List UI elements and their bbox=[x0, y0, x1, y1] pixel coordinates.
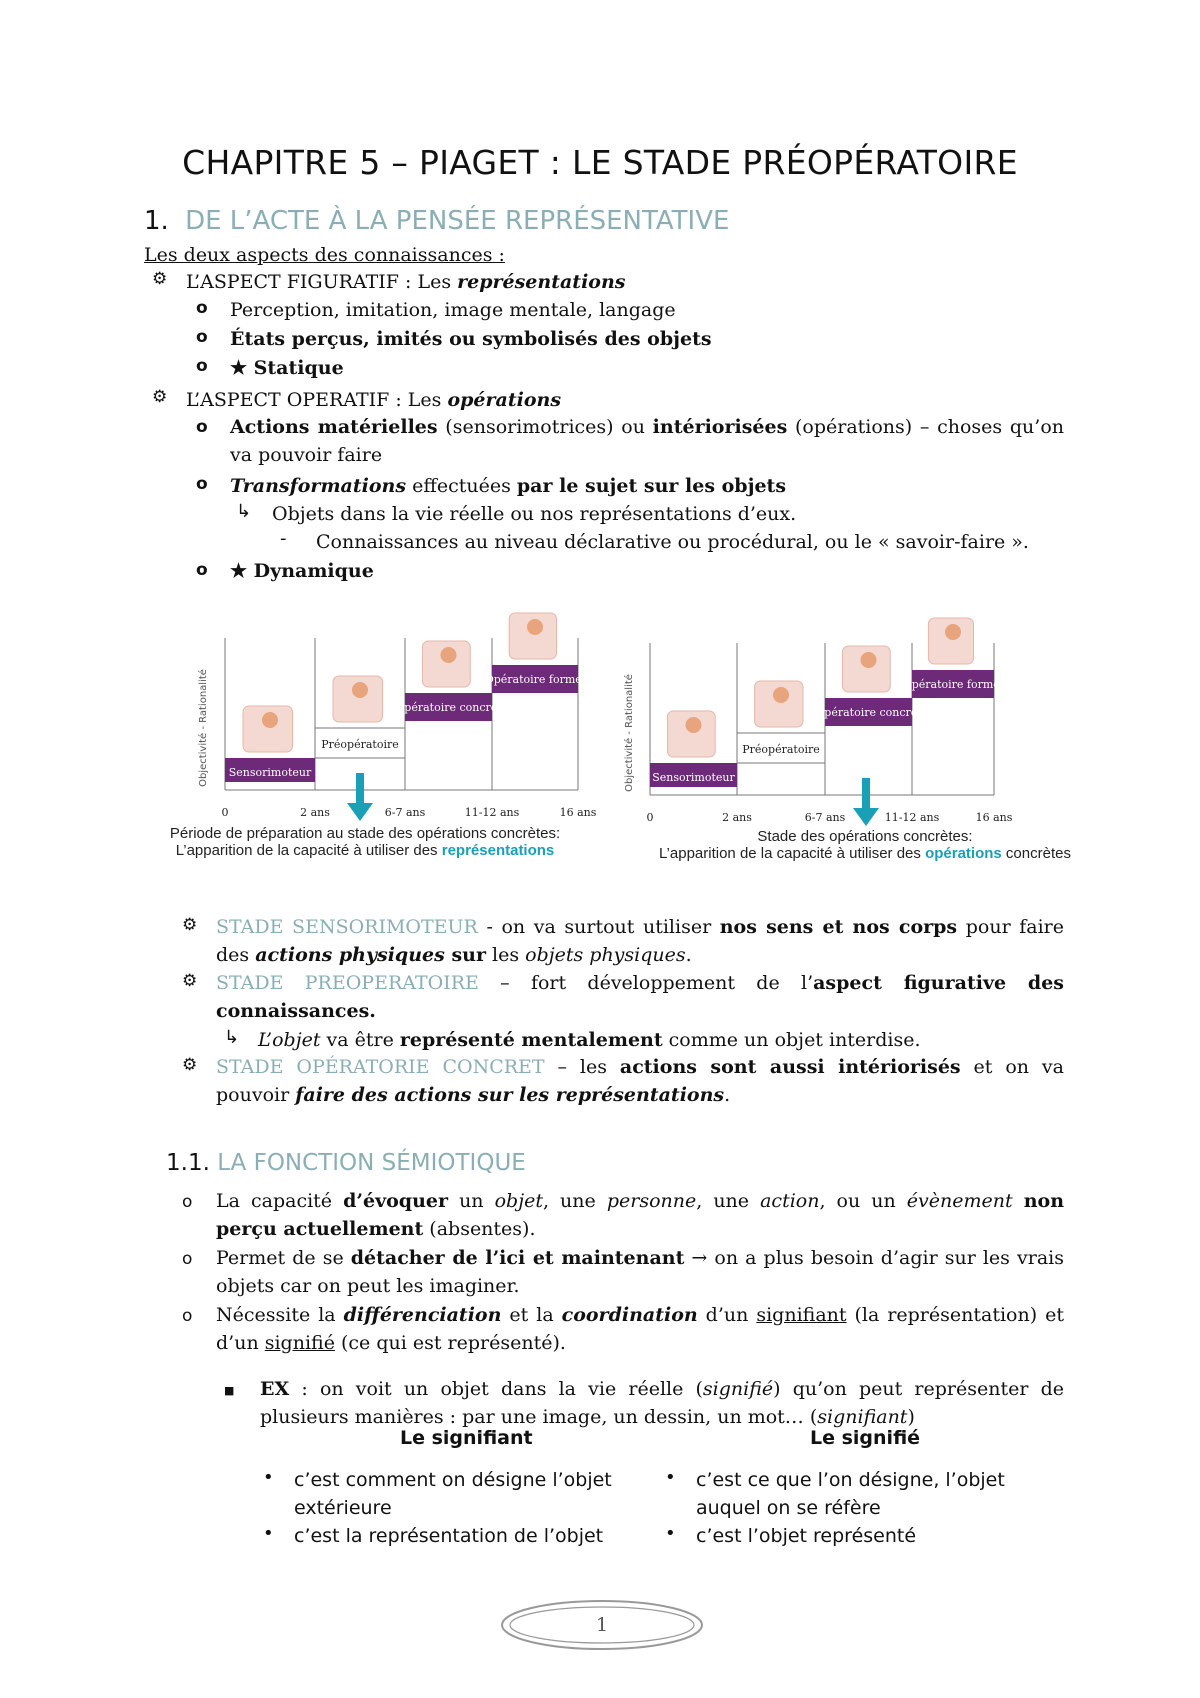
semio-p3-text-4: (la représentation) et d’un bbox=[216, 1304, 1064, 1354]
figure-left-caption bbox=[130, 825, 600, 859]
figure-left-caption-text: L’apparition de la capacité à utiliser des bbox=[175, 842, 442, 859]
semio-p1-text-5: , ou un bbox=[819, 1190, 907, 1212]
aspect-figuratif-line bbox=[186, 268, 625, 296]
aspect-operatif-term: opérations bbox=[447, 389, 562, 411]
operatif-item-3 bbox=[230, 557, 374, 585]
dot-bullet-icon: • bbox=[263, 1467, 274, 1488]
circle-bullet-icon: o bbox=[196, 327, 208, 347]
aspect-operatif-label: L’ASPECT OPERATIF bbox=[186, 389, 390, 411]
operatif-item-1-bold-1: Actions matérielles bbox=[230, 416, 438, 438]
circle-bullet-icon: o bbox=[182, 1306, 193, 1326]
signifiant-item-1: c’est comment on désigne l’objet extérieure bbox=[294, 1469, 612, 1519]
stade-s2-text-1: – fort développement de l’ bbox=[478, 972, 814, 994]
semio-p1-text-3: , une bbox=[542, 1190, 607, 1212]
arrow-bullet-icon: ↳ bbox=[236, 501, 252, 522]
age-tick-label: 16 ans bbox=[975, 811, 1013, 824]
stade-s3-bold-italic: faire des actions sur les représentations bbox=[295, 1084, 725, 1106]
child-head-icon bbox=[945, 624, 961, 640]
stage-label: Préopératoire bbox=[742, 743, 820, 756]
semio-example-text-3: ) bbox=[907, 1406, 915, 1428]
page-title: CHAPITRE 5 – PIAGET : LE STADE PRÉOPÉRATOIRE bbox=[182, 143, 1018, 182]
stage-label: Opératoire concret bbox=[395, 701, 502, 714]
operatif-item-2-bold-italic: Transformations bbox=[230, 475, 407, 497]
aspect-operatif-sep: : Les bbox=[389, 389, 448, 411]
stade-s1-text-1: - on va surtout utiliser bbox=[477, 916, 720, 938]
stade-s2-sub-bold: représenté mentalement bbox=[399, 1029, 663, 1051]
signifie-heading: Le signifié bbox=[810, 1427, 921, 1449]
gear-bullet-icon: ⚙ bbox=[182, 971, 198, 991]
gear-bullet-icon: ⚙ bbox=[182, 1055, 198, 1075]
semio-example-text-1: : on voit un objet dans la vie réelle ( bbox=[289, 1378, 703, 1400]
semio-p3-underline-1: signifiant bbox=[756, 1304, 847, 1326]
semio-point-1 bbox=[216, 1187, 1064, 1243]
stade-s2-bold: aspect figurative des connaissances. bbox=[216, 972, 1065, 1022]
semio-p3-text-1: Nécessite la bbox=[216, 1304, 344, 1326]
semio-p1-text-4: , une bbox=[696, 1190, 761, 1212]
semio-p3-text-5: (ce qui est représenté). bbox=[334, 1332, 566, 1354]
stage-label: Opératoire concret bbox=[815, 706, 922, 719]
semio-example bbox=[260, 1375, 1064, 1431]
semio-p2-text-2: → on a plus besoin d’agir sur les vrais objets car on peut les imaginer. bbox=[216, 1247, 1064, 1297]
section-heading-1 bbox=[144, 206, 729, 236]
star-icon: ★ bbox=[230, 560, 248, 582]
figure-right-caption bbox=[640, 828, 1090, 862]
age-tick-label: 11-12 ans bbox=[884, 811, 940, 824]
stade-sensorimoteur bbox=[216, 913, 1064, 969]
figuratif-item-2: États perçus, imités ou symbolisés des objets bbox=[230, 328, 712, 350]
gear-bullet-icon: ⚙ bbox=[152, 387, 168, 407]
age-tick-label: 11-12 ans bbox=[464, 806, 520, 819]
semio-example-italic-1: signifié bbox=[702, 1378, 774, 1400]
figure-left-caption-highlight: représentations bbox=[441, 842, 555, 859]
down-arrow-head-icon bbox=[853, 808, 879, 826]
down-arrow-icon bbox=[356, 773, 364, 803]
circle-bullet-icon: o bbox=[182, 1192, 193, 1212]
semio-p1-italic-2: personne bbox=[606, 1190, 697, 1212]
aspect-operatif-line bbox=[186, 386, 561, 414]
stade-operatoire-concret-label: STADE OPÉRATORIE CONCRET bbox=[216, 1056, 545, 1078]
stade-s3-text-2: et on va pouvoir bbox=[216, 1056, 1064, 1106]
figure-left-caption-line-2 bbox=[130, 842, 600, 859]
semio-p2-text-1: Permet de se bbox=[216, 1247, 351, 1269]
stade-s1-text-2: pour faire des bbox=[216, 916, 1064, 966]
circle-bullet-icon: o bbox=[196, 356, 208, 376]
operatif-item-2-sub: Objets dans la vie réelle ou nos représentations d’eux. bbox=[272, 503, 797, 525]
aspect-figuratif-label: L’ASPECT FIGURATIF bbox=[186, 271, 399, 293]
semio-p3-underline-2: signifié bbox=[264, 1332, 335, 1354]
figure-right-caption-line-1: Stade des opérations concrètes: bbox=[757, 828, 973, 845]
stade-preoperatoire-label: STADE PREOPERATOIRE bbox=[216, 972, 479, 994]
circle-bullet-icon: o bbox=[196, 417, 208, 437]
stage-label: Préopératoire bbox=[321, 738, 399, 751]
semio-p1-text-7: (absentes). bbox=[423, 1218, 536, 1240]
child-head-icon bbox=[773, 687, 789, 703]
semio-p1-text-2: un bbox=[448, 1190, 495, 1212]
operatif-item-1-text-2: (opérations) – choses qu’on va pouvoir faire bbox=[230, 416, 1064, 466]
circle-bullet-icon: o bbox=[182, 1249, 193, 1269]
child-head-icon bbox=[352, 682, 368, 698]
stade-preoperatoire-sub bbox=[258, 1026, 921, 1054]
signifiant-item-2: c’est la représentation de l’objet bbox=[294, 1525, 604, 1547]
figure-right-caption-highlight: opérations bbox=[925, 845, 1002, 862]
section-title: DE L’ACTE À LA PENSÉE REPRÉSENTATIVE bbox=[185, 206, 730, 236]
semio-p3-text-3: d’un bbox=[697, 1304, 757, 1326]
operatif-item-2-bold: par le sujet sur les objets bbox=[516, 475, 787, 497]
circle-bullet-icon: o bbox=[196, 560, 208, 580]
child-head-icon bbox=[861, 652, 877, 668]
arrow-bullet-icon: ↳ bbox=[224, 1027, 240, 1048]
section-number: 1. bbox=[144, 206, 169, 236]
signifiant-heading: Le signifiant bbox=[400, 1427, 533, 1449]
stade-operatoire-concret bbox=[216, 1053, 1064, 1109]
stage-figure-right bbox=[623, 618, 1013, 826]
semio-p3-text-2: et la bbox=[501, 1304, 562, 1326]
stade-s1-text-3: les bbox=[485, 944, 526, 966]
circle-bullet-icon: o bbox=[196, 474, 208, 494]
stade-s3-text-3: . bbox=[724, 1084, 731, 1106]
figuratif-item-3-text: Statique bbox=[253, 357, 344, 379]
operatif-item-3-text: Dynamique bbox=[253, 560, 374, 582]
down-arrow-head-icon bbox=[347, 803, 373, 821]
semio-p3-bold-italic-2: coordination bbox=[561, 1304, 698, 1326]
figure-left-caption-line-1: Période de préparation au stade des opérations concrètes: bbox=[169, 825, 561, 842]
dot-bullet-icon: • bbox=[665, 1523, 676, 1544]
semio-example-italic-2: signifiant bbox=[817, 1406, 908, 1428]
figuratif-item-1: Perception, imitation, image mentale, langage bbox=[230, 299, 676, 321]
child-head-icon bbox=[441, 647, 457, 663]
stade-sensorimoteur-label: STADE SENSORIMOTEUR bbox=[216, 916, 478, 938]
child-head-icon bbox=[527, 619, 543, 635]
semio-p1-bold-1: d’évoquer bbox=[343, 1190, 449, 1212]
semio-example-text-2: ) qu’on peut représenter de plusieurs manières : par une image, un dessin, un mot… ( bbox=[260, 1378, 1064, 1428]
stage-label: Opératoire formel bbox=[484, 673, 586, 686]
stade-s1-bold-2: sur bbox=[444, 944, 486, 966]
stade-s3-bold: actions sont aussi intériorisés bbox=[619, 1056, 961, 1078]
stage-figure-left bbox=[197, 613, 597, 821]
stade-s2-sub-italic: L’objet bbox=[258, 1029, 321, 1051]
child-head-icon bbox=[262, 712, 278, 728]
down-arrow-icon bbox=[862, 778, 870, 808]
section-number: 1.1. bbox=[166, 1150, 210, 1176]
stage-label: Sensorimoteur bbox=[228, 766, 312, 779]
stade-s2-sub-text-1: va être bbox=[320, 1029, 400, 1051]
operatif-item-1-bold-2: intériorisées bbox=[652, 416, 788, 438]
operatif-item-2-text: effectuées bbox=[406, 475, 517, 497]
age-tick-label: 6-7 ans bbox=[384, 806, 426, 819]
semio-p1-text-1: La capacité bbox=[216, 1190, 344, 1212]
semio-p1-italic-3: action bbox=[760, 1190, 820, 1212]
gear-bullet-icon: ⚙ bbox=[152, 269, 168, 289]
section-title: LA FONCTION SÉMIOTIQUE bbox=[217, 1150, 526, 1176]
circle-bullet-icon: o bbox=[196, 298, 208, 318]
semio-example-bold: EX bbox=[260, 1378, 290, 1400]
child-head-icon bbox=[686, 717, 702, 733]
aspect-figuratif-sep: : Les bbox=[398, 271, 458, 293]
stade-s2-sub-text-2: comme un objet interdise. bbox=[662, 1029, 921, 1051]
stade-s1-italic: objets physiques bbox=[525, 944, 686, 966]
star-icon: ★ bbox=[230, 357, 248, 379]
signifie-item-1: c’est ce que l’on désigne, l’objet auquel on se réfère bbox=[696, 1469, 1005, 1519]
stade-s1-text-4: . bbox=[685, 944, 692, 966]
age-tick-label: 0 bbox=[646, 811, 654, 824]
operatif-item-1 bbox=[230, 413, 1064, 469]
stage-label: Opératoire formel bbox=[902, 678, 1004, 691]
figuratif-item-3 bbox=[230, 354, 344, 382]
figure-right-caption-line-2 bbox=[640, 845, 1090, 862]
dash-bullet-icon: - bbox=[280, 528, 287, 549]
aspect-figuratif-term: représentations bbox=[457, 271, 626, 293]
operatif-item-2 bbox=[230, 472, 786, 500]
figure-right-caption-tail: concrètes bbox=[1001, 845, 1071, 862]
semio-p1-italic-1: objet bbox=[494, 1190, 543, 1212]
dot-bullet-icon: • bbox=[665, 1467, 676, 1488]
semio-p1-text-6 bbox=[1013, 1190, 1024, 1212]
square-bullet-icon: ■ bbox=[224, 1384, 235, 1397]
y-axis-label: Objectivité - Rationalité bbox=[198, 669, 209, 787]
age-tick-label: 2 ans bbox=[722, 811, 752, 824]
age-tick-label: 6-7 ans bbox=[804, 811, 846, 824]
semio-p1-italic-4: évènement bbox=[906, 1190, 1013, 1212]
figure-right-caption-text: L’apparition de la capacité à utiliser des bbox=[659, 845, 926, 862]
age-tick-label: 0 bbox=[221, 806, 229, 819]
semio-p2-bold: détacher de l’ici et maintenant bbox=[350, 1247, 685, 1269]
intro-line: Les deux aspects des connaissances : bbox=[144, 244, 505, 266]
semio-p1-bold-2: non perçu actuellement bbox=[216, 1190, 1065, 1240]
semio-point-3 bbox=[216, 1301, 1064, 1357]
stage-label: Sensorimoteur bbox=[652, 771, 735, 784]
stade-s3-text-1: – les bbox=[544, 1056, 620, 1078]
section-heading-1-1 bbox=[166, 1150, 526, 1176]
dot-bullet-icon: • bbox=[263, 1523, 274, 1544]
page-number: 1 bbox=[595, 1614, 609, 1636]
age-tick-label: 2 ans bbox=[300, 806, 330, 819]
stade-s1-bold-italic: actions physiques bbox=[255, 944, 445, 966]
semio-point-2 bbox=[216, 1244, 1064, 1300]
semio-p3-bold-italic-1: différenciation bbox=[343, 1304, 502, 1326]
stade-s1-bold-1: nos sens et nos corps bbox=[719, 916, 958, 938]
gear-bullet-icon: ⚙ bbox=[182, 915, 198, 935]
operatif-item-2-subsub: Connaissances au niveau déclarative ou procédural, ou le « savoir-faire ». bbox=[316, 531, 1029, 553]
y-axis-label: Objectivité - Rationalité bbox=[624, 674, 635, 792]
signifie-item-2: c’est l’objet représenté bbox=[696, 1525, 917, 1547]
stade-preoperatoire bbox=[216, 969, 1064, 1025]
age-tick-label: 16 ans bbox=[559, 806, 597, 819]
operatif-item-1-text-1: (sensorimotrices) ou bbox=[437, 416, 653, 438]
